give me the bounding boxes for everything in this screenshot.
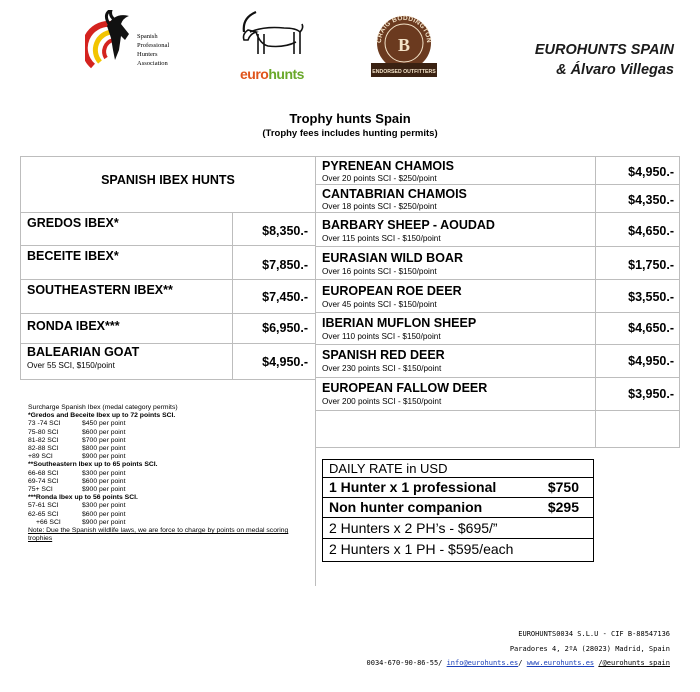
hunt-sub: Over 230 points SCI - $150/point bbox=[322, 364, 442, 373]
notes-fee: $800 per point bbox=[82, 445, 126, 453]
craig-letter: B bbox=[397, 35, 411, 55]
notes-row bbox=[28, 486, 308, 494]
spha-line: Hunters bbox=[137, 51, 158, 58]
notes-range: +89 SCI bbox=[28, 453, 53, 461]
ibex-name: RONDA IBEX*** bbox=[27, 319, 120, 333]
hunt-name: EUROPEAN FALLOW DEER bbox=[322, 381, 488, 395]
notes-row bbox=[28, 429, 308, 437]
hunt-sub: Over 20 points SCI - $250/point bbox=[322, 174, 437, 183]
euro-word: euro bbox=[240, 66, 269, 82]
footer-separator: / bbox=[518, 659, 523, 667]
notes-fee: $450 per point bbox=[82, 420, 126, 428]
ibex-name: BECEITE IBEX* bbox=[27, 249, 119, 263]
craig-badge-icon bbox=[368, 15, 440, 81]
brand-line1: EUROHUNTS SPAIN bbox=[534, 42, 674, 58]
hunt-price: $4,650.- bbox=[628, 321, 674, 335]
grid-line bbox=[315, 410, 679, 411]
eurohunts-wordmark bbox=[240, 66, 304, 82]
notes-range: 73 -74 SCI bbox=[28, 420, 61, 428]
notes-range: 75+ SCI bbox=[28, 486, 53, 494]
spha-line: Association bbox=[137, 60, 168, 67]
notes-range: 82-88 SCI bbox=[28, 445, 59, 453]
notes-row bbox=[28, 502, 308, 510]
grid-line bbox=[315, 377, 679, 378]
notes-fee: $600 per point bbox=[82, 510, 126, 518]
ibex-name: GREDOS IBEX* bbox=[27, 216, 119, 230]
hunt-sub: Over 45 points SCI - $150/point bbox=[322, 300, 437, 309]
notes-fee: $300 per point bbox=[82, 502, 126, 510]
surcharge-notes bbox=[28, 404, 308, 543]
page-title: Trophy hunts Spain bbox=[289, 111, 411, 126]
notes-row bbox=[28, 478, 308, 486]
notes-disclaimer: Note: Due the Spanish wildlife laws, we are force to charge by points on medal scoring trophies bbox=[28, 527, 289, 543]
ibex-price: $7,850.- bbox=[262, 258, 308, 272]
hunt-name: EURASIAN WILD BOAR bbox=[322, 251, 463, 265]
footer-contact bbox=[367, 659, 670, 667]
notes-fee: $900 per point bbox=[82, 453, 126, 461]
footer-phone: 0034-670-90-86-55/ bbox=[366, 659, 443, 667]
footer-email-link[interactable]: info@eurohunts.es bbox=[446, 659, 519, 667]
grid-line bbox=[20, 156, 21, 380]
notes-fee: $600 per point bbox=[82, 477, 126, 485]
hunt-name: BARBARY SHEEP - AOUDAD bbox=[322, 218, 495, 232]
grid-line bbox=[315, 447, 679, 448]
craig-boddington-badge bbox=[368, 15, 440, 81]
rate-label: Non hunter companion bbox=[329, 499, 483, 515]
grid-line bbox=[20, 156, 679, 157]
hunt-price: $3,950.- bbox=[628, 387, 674, 401]
notes-group-title: *Gredos and Beceite Ibex up to 72 points SCI. bbox=[28, 412, 176, 420]
hunt-price: $4,350.- bbox=[628, 193, 674, 207]
notes-range: 81-82 SCI bbox=[28, 436, 59, 444]
ibex-price: $8,350.- bbox=[262, 224, 308, 238]
daily-rate-row bbox=[323, 478, 593, 498]
ibex-price: $4,950.- bbox=[262, 355, 308, 369]
footer-address: Paradores 4, 2ºA (28023) Madrid, Spain bbox=[509, 645, 670, 653]
craig-bottom-text: ENDORSED OUTFITTERS bbox=[372, 69, 436, 75]
rate-price: $295 bbox=[547, 499, 579, 515]
ibex-name: BALEARIAN GOAT bbox=[27, 345, 140, 359]
grid-line bbox=[20, 313, 315, 314]
spha-text bbox=[137, 32, 217, 68]
hunt-name: EUROPEAN ROE DEER bbox=[322, 284, 462, 298]
hunts-word: hunts bbox=[268, 66, 304, 82]
notes-range: 69-74 SCI bbox=[28, 477, 59, 485]
hunt-sub: Over 18 points SCI - $250/point bbox=[322, 202, 437, 211]
grid-line bbox=[20, 279, 315, 280]
grid-line bbox=[315, 279, 679, 280]
hunt-price: $3,550.- bbox=[628, 290, 674, 304]
brand-block bbox=[514, 40, 674, 80]
hunt-sub: Over 16 points SCI - $150/point bbox=[322, 267, 437, 276]
grid-line bbox=[20, 212, 315, 213]
daily-rate-box bbox=[322, 459, 594, 562]
spha-line: Professional bbox=[137, 42, 170, 49]
spha-logo bbox=[85, 8, 220, 80]
notes-fee: $900 per point bbox=[82, 518, 126, 526]
grid-line bbox=[315, 212, 679, 213]
rate-label: 1 Hunter x 1 professional bbox=[329, 479, 497, 495]
notes-range: 57-61 SCI bbox=[28, 502, 59, 510]
notes-row bbox=[28, 445, 308, 453]
hunt-name: IBERIAN MUFLON SHEEP bbox=[322, 316, 477, 330]
daily-rate-row: 2 Hunters x 1 PH - $595/each bbox=[329, 541, 514, 557]
grid-line bbox=[315, 156, 316, 586]
notes-fee: $300 per point bbox=[82, 469, 126, 477]
ibex-name: SOUTHEASTERN IBEX** bbox=[27, 283, 173, 297]
grid-line bbox=[20, 343, 315, 344]
ibex-price: $7,450.- bbox=[262, 290, 308, 304]
notes-fee: $900 per point bbox=[82, 486, 126, 494]
brand-line2: & Álvaro Villegas bbox=[556, 62, 674, 78]
notes-range: 62-65 SCI bbox=[28, 510, 59, 518]
grid-line bbox=[315, 312, 679, 313]
footer-web-link[interactable]: www.eurohunts.es bbox=[526, 659, 595, 667]
notes-row bbox=[28, 437, 308, 445]
footer-social-link[interactable]: /@eurohunts_spain bbox=[598, 659, 670, 667]
grid-line bbox=[315, 344, 679, 345]
page-subtitle: (Trophy fees includes hunting permits) bbox=[262, 128, 438, 139]
daily-rate-row: 2 Hunters x 2 PH’s - $695/” bbox=[323, 518, 593, 539]
hunt-name: CANTABRIAN CHAMOIS bbox=[322, 187, 467, 201]
notes-fee: $700 per point bbox=[82, 436, 126, 444]
notes-range: 66-68 SCI bbox=[28, 469, 59, 477]
hunt-name: PYRENEAN CHAMOIS bbox=[322, 159, 454, 173]
craig-top-text: CRAIG BODDINGTON bbox=[375, 15, 433, 44]
notes-row bbox=[28, 420, 308, 428]
footer-company: EUROHUNTS0034 S.L.U - CIF B-88547136 bbox=[518, 630, 670, 638]
hunt-price: $4,950.- bbox=[628, 354, 674, 368]
notes-heading: Surcharge Spanish Ibex (medal category permits) bbox=[28, 404, 178, 411]
grid-line bbox=[20, 245, 315, 246]
rate-price: $750 bbox=[547, 479, 579, 495]
notes-fee: $600 per point bbox=[82, 428, 126, 436]
notes-row bbox=[28, 470, 308, 478]
notes-range: +66 SCI bbox=[36, 518, 61, 526]
ibex-section-heading: SPANISH IBEX HUNTS bbox=[101, 173, 235, 187]
notes-row bbox=[28, 519, 308, 527]
ibex-silhouette-icon bbox=[234, 10, 314, 66]
notes-row bbox=[28, 453, 308, 461]
ibex-price: $6,950.- bbox=[262, 321, 308, 335]
spha-emblem-icon bbox=[85, 10, 137, 76]
eurohunts-logo bbox=[232, 10, 322, 82]
notes-range: 75-80 SCI bbox=[28, 428, 59, 436]
grid-line bbox=[315, 184, 679, 185]
grid-line bbox=[679, 156, 680, 448]
hunt-price: $1,750.- bbox=[628, 258, 674, 272]
grid-line bbox=[20, 379, 315, 380]
spha-line: Spanish bbox=[137, 33, 158, 40]
daily-rate-row bbox=[323, 498, 593, 518]
hunt-name: SPANISH RED DEER bbox=[322, 348, 445, 362]
notes-row bbox=[28, 511, 308, 519]
hunt-sub: Over 110 points SCI - $150/point bbox=[322, 332, 441, 341]
hunt-price: $4,950.- bbox=[628, 165, 674, 179]
ibex-sub: Over 55 SCI, $150/point bbox=[27, 361, 115, 370]
daily-rate-heading: DAILY RATE in USD bbox=[323, 460, 593, 478]
hunt-sub: Over 200 points SCI - $150/point bbox=[322, 397, 442, 406]
notes-group-title: **Southeastern Ibex up to 65 points SCI. bbox=[28, 461, 158, 469]
hunt-price: $4,650.- bbox=[628, 224, 674, 238]
hunt-sub: Over 115 points SCI - $150/point bbox=[322, 234, 441, 243]
notes-group-title: ***Ronda Ibex up to 56 points SCI. bbox=[28, 494, 138, 502]
grid-line bbox=[315, 246, 679, 247]
